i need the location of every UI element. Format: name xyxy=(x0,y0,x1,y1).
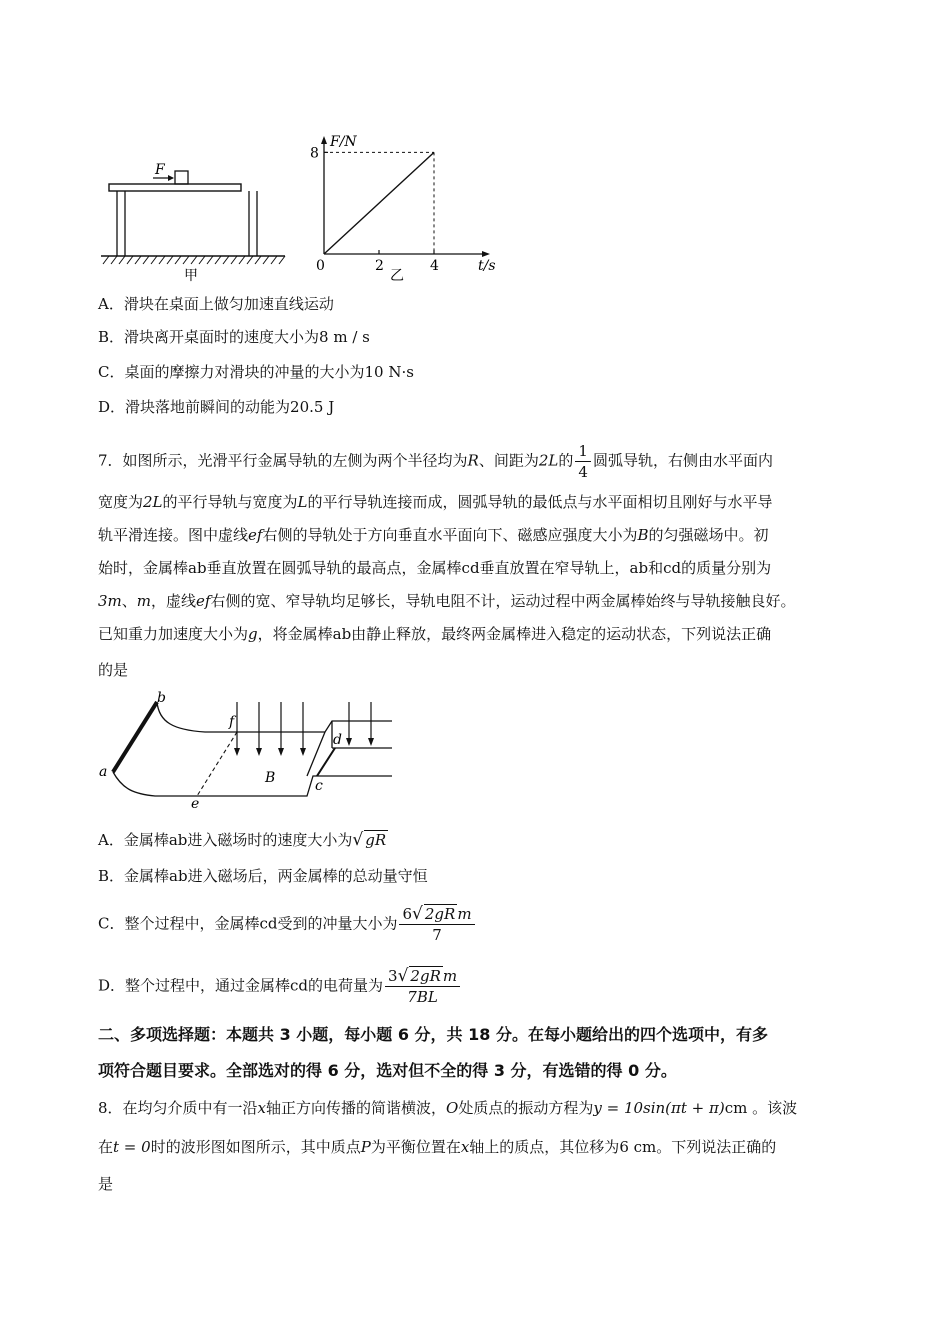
lower-rail xyxy=(113,772,392,796)
q7-var-l: L xyxy=(297,493,308,511)
q7-text: 、间距为 xyxy=(478,451,539,470)
q7-fraction-quarter xyxy=(575,441,591,482)
q7-text: 已知重力加速度大小为 xyxy=(98,625,249,643)
q8-text: 在 xyxy=(98,1138,114,1156)
label-a: a xyxy=(99,764,108,780)
q8-var-t0: t = 0 xyxy=(113,1138,151,1156)
label-b: b xyxy=(157,690,166,706)
q7-line-3 xyxy=(98,525,769,545)
tail: m xyxy=(442,967,458,985)
q7-option-a: A．金属棒ab进入磁场时的速度大小为√ gR xyxy=(98,830,387,850)
label-field-b: B xyxy=(265,770,276,786)
q6-option-c-value: 10 N·s xyxy=(364,363,414,381)
q7-text: 的 xyxy=(558,451,574,470)
y-tick-label: 8 xyxy=(310,145,319,162)
q7-option-a-text: A．金属棒ab进入磁场时的速度大小为 xyxy=(98,831,353,849)
fraction-denominator: 4 xyxy=(578,463,588,481)
q7-var-r: R xyxy=(467,451,479,470)
x-axis-label: t/s xyxy=(478,258,496,274)
q8-text: 轴正方向传播的简谐横波， xyxy=(266,1099,447,1117)
label-e: e xyxy=(191,796,200,810)
q7-option-d-fraction xyxy=(385,966,460,1007)
label-d: d xyxy=(333,732,342,748)
q7-text: 的平行导轨连接而成，圆弧导轨的最低点与水平面相切且刚好与水平导 xyxy=(307,493,773,511)
fraction-denominator: 7 xyxy=(432,926,442,944)
q8-displacement: 6 cm xyxy=(619,1138,657,1156)
q7-text: 右侧的宽、窄导轨均足够长，导轨电阻不计，运动过程中两金属棒始终与导轨接触良好。 xyxy=(210,592,796,610)
q6-option-c-text: C．桌面的摩擦力对滑块的冲量的大小为 xyxy=(98,363,365,381)
ground-hatch xyxy=(103,256,285,264)
field-arrows xyxy=(237,702,371,752)
coef: 3 xyxy=(388,967,398,985)
slider-block xyxy=(175,171,188,184)
q7-var-ef: ef xyxy=(196,592,211,610)
q8-text: cm 。该波 xyxy=(724,1099,798,1117)
q8-text: 8．在均匀介质中有一沿 xyxy=(98,1099,258,1117)
q7-line-7: 的是 xyxy=(98,661,129,679)
q6-option-d-value: 20.5 J xyxy=(290,398,335,416)
fraction-denominator: 7BL xyxy=(407,988,438,1006)
q7-line-4: 始时，金属棒ab垂直放置在圆弧导轨的最高点，金属棒cd垂直放置在窄导轨上，ab和cd的质量分别为 xyxy=(98,559,772,577)
q8-text: 轴上的质点，其位移为 xyxy=(469,1138,620,1156)
q7-text: 圆弧导轨，右侧由水平面内 xyxy=(592,451,773,470)
force-label: F xyxy=(155,162,165,178)
q7-text: 7．如图所示，光滑平行金属导轨的左侧为两个半径均为 xyxy=(98,451,468,470)
fraction-numerator: 1 xyxy=(575,441,591,462)
q7-option-c-fraction xyxy=(399,904,474,945)
q7-var-m: m xyxy=(136,592,152,610)
q7-option-c xyxy=(98,904,477,945)
q7-text: 轨平滑连接。图中虚线 xyxy=(98,526,249,544)
section-2-heading-line-2: 项符合题目要求。全部选对的得 6 分，选对但不全的得 3 分，有选错的得 0 分。 xyxy=(98,1061,677,1080)
figure-rails xyxy=(95,690,405,810)
data-line xyxy=(324,152,434,254)
q7-text: ，虚线 xyxy=(151,592,197,610)
rod-cd xyxy=(317,748,335,776)
q8-text: 时的波形图如图所示，其中质点 xyxy=(150,1138,361,1156)
q7-line-2 xyxy=(98,492,773,512)
origin-label: 0 xyxy=(316,258,325,274)
q6-option-b-value: 8 m / s xyxy=(319,328,370,346)
q7-text: 、 xyxy=(121,592,137,610)
q7-text: ，将金属棒ab由静止释放，最终两金属棒进入稳定的运动状态，下列说法正确 xyxy=(257,625,772,643)
label-c: c xyxy=(315,778,323,794)
q7-option-c-text: C．整个过程中，金属棒cd受到的冲量大小为 xyxy=(98,914,398,933)
q8-line-3: 是 xyxy=(98,1175,114,1193)
q7-var-b: B xyxy=(637,526,649,544)
q7-var-g: g xyxy=(248,625,258,643)
q8-var-p: P xyxy=(360,1138,371,1156)
q7-var-2l: 2L xyxy=(143,493,163,511)
q8-text: 。下列说法正确的 xyxy=(656,1138,777,1156)
table-top xyxy=(109,184,241,191)
figure-jia-table xyxy=(95,160,295,285)
fraction-numerator: 3√ 2gR m xyxy=(385,966,460,987)
coef: 6 xyxy=(402,905,413,923)
q7-text: 的平行导轨与宽度为 xyxy=(162,493,298,511)
q8-var-x: x xyxy=(257,1099,267,1117)
q7-option-d xyxy=(98,966,462,1007)
q7-var-2l: 2L xyxy=(538,451,559,470)
x-tick-label: 4 xyxy=(430,258,439,274)
q7-option-d-text: D．整个过程中，通过金属棒cd的电荷量为 xyxy=(98,976,384,995)
figure-jia-caption: 甲 xyxy=(184,268,198,284)
y-axis-label: F/N xyxy=(330,134,357,150)
q6-option-d-text: D．滑块落地前瞬间的动能为 xyxy=(98,398,291,416)
radicand: 2gR xyxy=(424,905,456,923)
q6-option-b-text: B．滑块离开桌面时的速度大小为 xyxy=(98,328,320,346)
q8-var-x: x xyxy=(460,1138,470,1156)
q7-line-6 xyxy=(98,624,771,644)
fraction-numerator: 6√ 2gR m xyxy=(399,904,474,925)
figure-yi-chart xyxy=(300,130,510,285)
q7-text: 的匀强磁场中。初 xyxy=(648,526,769,544)
q7-var-3m: 3m xyxy=(98,592,122,610)
q7-option-b: B．金属棒ab进入磁场后，两金属棒的总动量守恒 xyxy=(98,867,428,885)
q7-text: 右侧的导轨处于方向垂直水平面向下、磁感应强度大小为 xyxy=(262,526,638,544)
q7-option-a-radicand: gR xyxy=(365,831,387,849)
q6-option-c xyxy=(98,362,414,382)
q7-line-5 xyxy=(98,591,796,611)
q8-var-o: O xyxy=(446,1099,459,1117)
radicand: 2gR xyxy=(410,967,441,985)
section-2-heading-line-1: 二、多项选择题：本题共 3 小题，每小题 6 分，共 18 分。在每小题给出的四个选项中，有多 xyxy=(98,1025,768,1044)
rod-ab xyxy=(113,702,157,772)
x-tick-label: 2 xyxy=(375,258,384,274)
tail: m xyxy=(457,905,472,923)
q7-line-1 xyxy=(98,441,773,482)
label-f: f xyxy=(229,714,235,730)
upper-rail xyxy=(157,702,392,732)
figure-yi-caption: 乙 xyxy=(390,268,404,284)
q6-option-b xyxy=(98,327,370,347)
q8-line-1 xyxy=(98,1098,797,1118)
boundary-ef xyxy=(197,732,237,796)
q6-option-a: A．滑块在桌面上做匀加速直线运动 xyxy=(98,295,334,313)
q8-equation: y = 10sin(πt + π) xyxy=(593,1099,725,1117)
q8-text: 处质点的振动方程为 xyxy=(458,1099,594,1117)
q7-text: 宽度为 xyxy=(98,493,144,511)
q7-var-ef: ef xyxy=(248,526,263,544)
q8-line-2 xyxy=(98,1137,776,1157)
q8-text: 为平衡位置在 xyxy=(370,1138,461,1156)
q6-option-d xyxy=(98,397,334,417)
